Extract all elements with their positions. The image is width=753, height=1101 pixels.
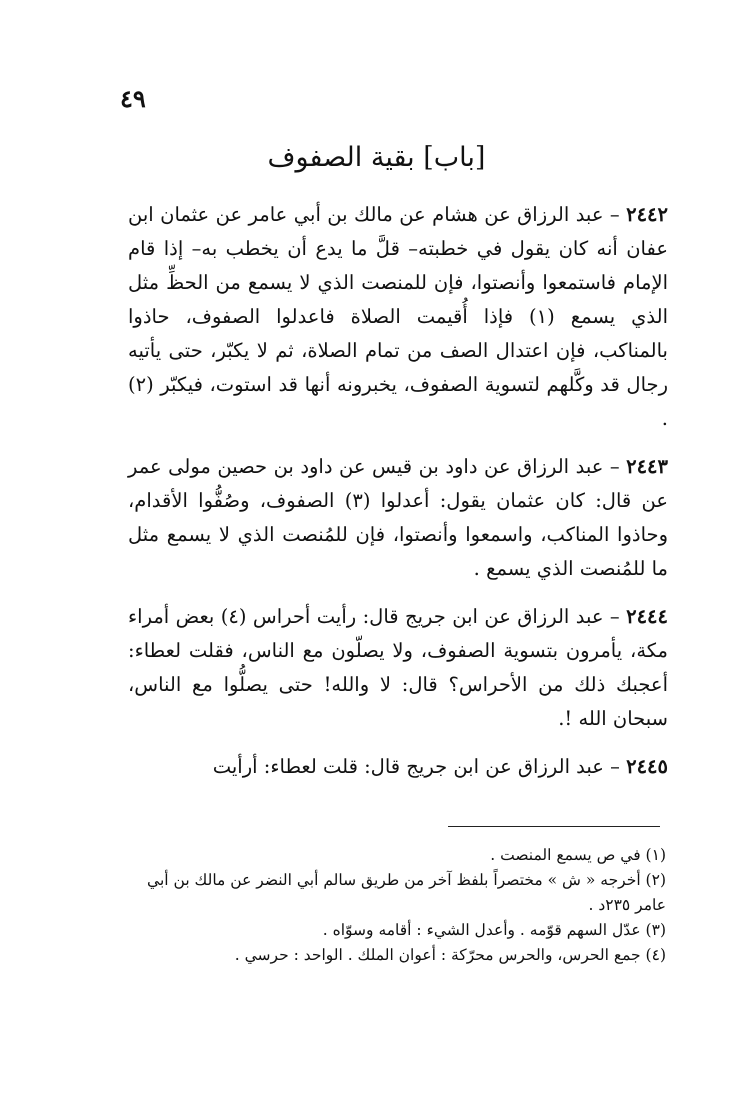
hadith-number: ٢٤٤٤ (626, 605, 668, 628)
hadith-number: ٢٤٤٣ (626, 455, 668, 478)
hadith-text: – عبد الرزاق عن ابن جريج قال: قلت لعطاء: أرأيت (212, 755, 620, 778)
footnotes (118, 843, 666, 968)
footnote: (٣) عدّل السهم قوّمه . وأعدل الشيء : أقامه وسوّاه . (322, 921, 666, 939)
hadith-text: – عبد الرزاق عن داود بن قيس عن داود بن حصين مولى عمر عن قال: كان عثمان يقول: أعدلوا (٣) الصفوف، وصُفُّوا الأقدام، وحاذوا المناكب، واسمعوا وأنصتوا، فإن للمُنصت الذي لا يسمع مثل ما للمُنصت الذي يسمع . (128, 455, 668, 580)
hadith-text: – عبد الرزاق عن ابن جريج قال: رأيت أحراس (٤) بعض أمراء مكة، يأمرون بتسوية الصفوف، ولا يصلّون مع الناس، فقلت لعطاء: أعجبك ذلك من الأحراس؟ قال: لا والله! حتى يصلُّوا مع الناس، سبحان الله !. (128, 605, 668, 730)
page-number: ٤٩ (120, 84, 146, 113)
hadith-paragraph (128, 450, 668, 586)
footnote: (١) في ص يسمع المنصت . (490, 846, 666, 864)
hadith-number: ٢٤٤٢ (626, 203, 669, 226)
hadith-number: ٢٤٤٥ (626, 755, 668, 778)
footnote-divider (448, 826, 660, 827)
main-text (128, 198, 668, 798)
footnote: (٢) أخرجه « ش » مختصراً بلفظ آخر من طريق سالم أبي النضر عن مالك بن أبي عامر ٢٣٥د . (147, 871, 666, 914)
hadith-paragraph (128, 198, 668, 436)
footnote: (٤) جمع الحرس، والحرس محرّكة : أعوان الملك . الواحد : حرسي . (234, 946, 666, 964)
hadith-paragraph (128, 600, 668, 736)
hadith-paragraph (128, 750, 668, 784)
chapter-title: [باب] بقية الصفوف (267, 142, 486, 173)
hadith-text: – عبد الرزاق عن هشام عن مالك بن أبي عامر عن عثمان ابن عفان أنه كان يقول في خطبته– قلَّ ما يدع أن يخطب به– إذا قام الإمام فاستمعوا وأنصتوا، فإن للمنصت الذي لا يسمع من الحظِّ مثل الذي يسمع (١) فإذا أُقيمت الصلاة فاعدلوا الصفوف، حاذوا بالمناكب، فإن اعتدال الصف من تمام الصلاة، ثم لا يكبّر، حتى يأتيه رجال قد وكَّلهم لتسوية الصفوف، يخبرونه أنها قد استوت، فيكبّر (٢) . (128, 203, 669, 430)
